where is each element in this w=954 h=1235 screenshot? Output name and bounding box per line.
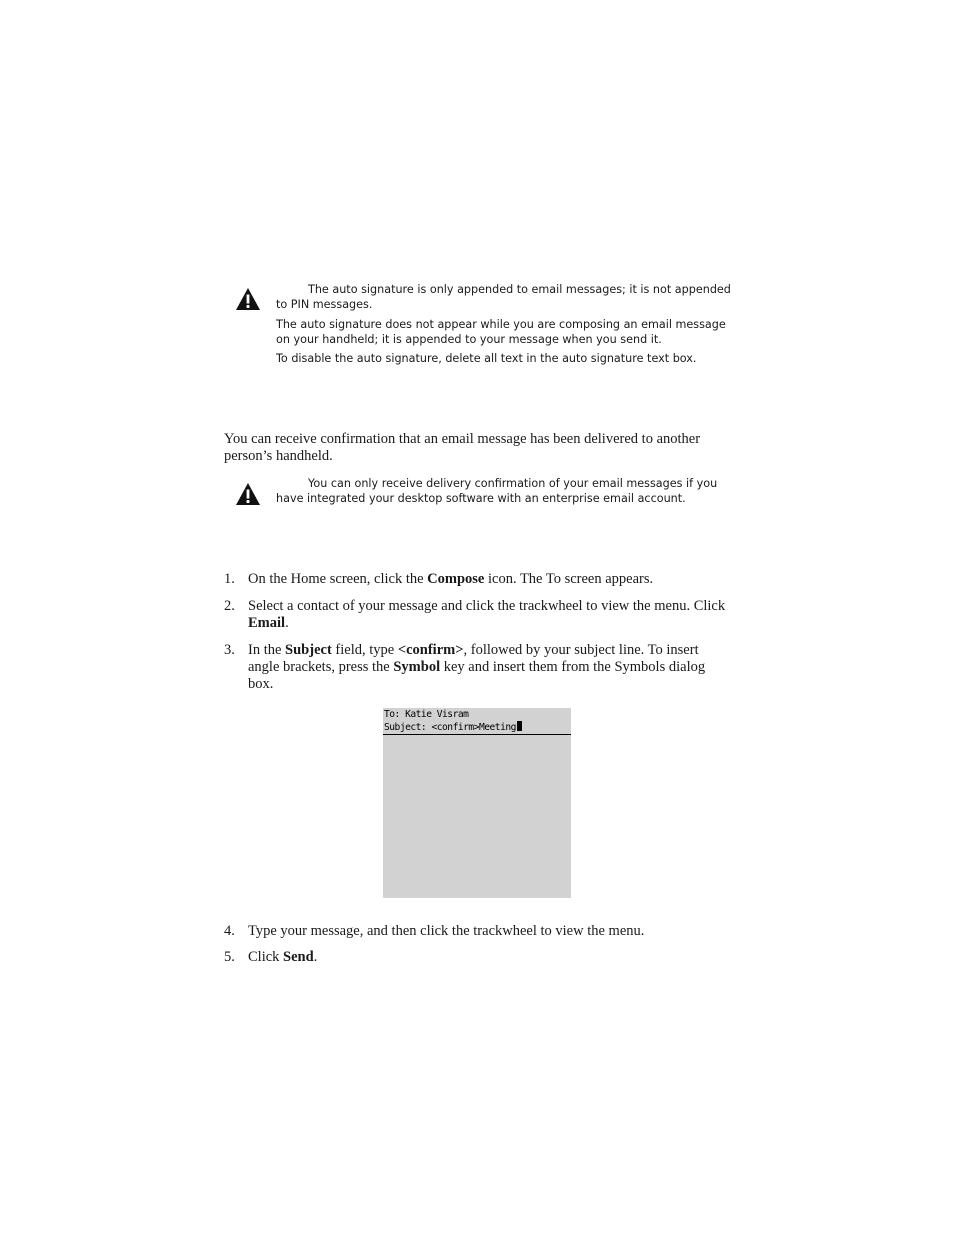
- warning-icon: [235, 482, 261, 506]
- step-item: [224, 642, 734, 696]
- handheld-screenshot: [383, 708, 571, 898]
- step-number: 5.: [224, 949, 235, 965]
- step-number: 4.: [224, 923, 235, 939]
- header-divider: [383, 734, 571, 735]
- step-number: 3.: [224, 642, 235, 658]
- note-paragraph: The auto signature does not appear while you are composing an email message on your handheld; it is appended to your message when you send it.: [276, 317, 726, 346]
- note-block: [276, 476, 734, 511]
- step-item: [224, 949, 734, 969]
- note-block: [276, 282, 734, 371]
- subject-field: Subject: <confirm>Meeting: [384, 721, 522, 733]
- step-text: In the Subject field, type <confirm>, followed by your subject line. To insert angle brackets, press the Symbol key and insert them from the Symbols dialog box.: [248, 642, 706, 692]
- step-item: [224, 598, 734, 634]
- note-paragraph: You can only receive delivery confirmation of your email messages if you have integrated your desktop software with an enterprise email account.: [276, 477, 718, 505]
- step-number: 1.: [224, 571, 235, 587]
- step-text: Click Send.: [248, 949, 318, 965]
- warning-icon: [235, 287, 261, 311]
- step-number: 2.: [224, 598, 235, 614]
- to-field: To: Katie Visram: [384, 709, 469, 720]
- step-item: [224, 571, 734, 591]
- step-text: Select a contact of your message and click the trackwheel to view the menu. Click Email.: [248, 598, 726, 631]
- intro-paragraph: You can receive confirmation that an email message has been delivered to another person’s handheld.: [224, 431, 701, 464]
- step-text: Type your message, and then click the trackwheel to view the menu.: [248, 923, 645, 939]
- step-item: [224, 923, 734, 943]
- note-paragraph: The auto signature is only appended to email messages; it is not appended to PIN messages.: [276, 283, 731, 311]
- step-text: On the Home screen, click the Compose icon. The To screen appears.: [248, 571, 654, 587]
- text-cursor: [517, 721, 522, 731]
- note-paragraph: To disable the auto signature, delete all text in the auto signature text box.: [276, 352, 697, 365]
